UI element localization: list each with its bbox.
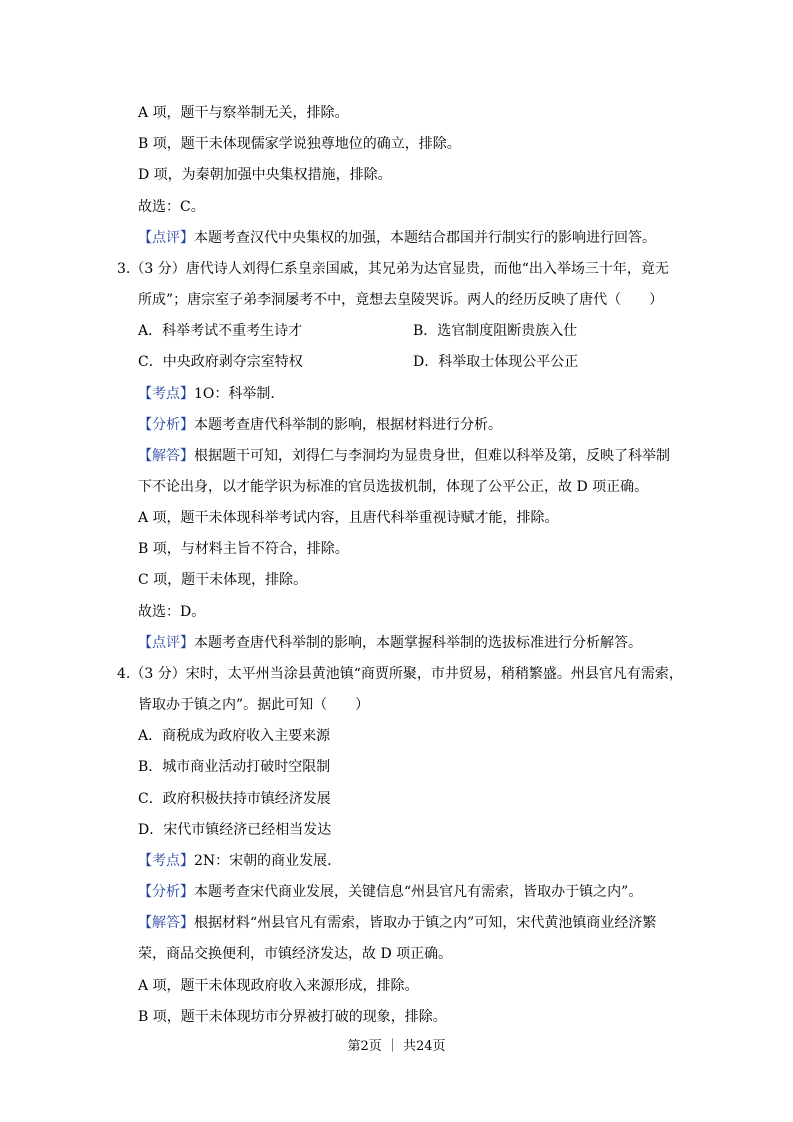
q4-jieda-line1 bbox=[138, 913, 656, 933]
q3-comment bbox=[138, 633, 642, 653]
q3-fenxi bbox=[138, 415, 502, 435]
q4-option-b-analysis: B 项，题干未体现坊市分界被打破的现象，排除。 bbox=[138, 1009, 447, 1025]
q3-option-c: C．中央政府剥夺宗室特权 bbox=[138, 354, 303, 370]
jieda-tag: 【解答】 bbox=[138, 448, 194, 464]
q3-option-a: A．科举考试不重考生诗才 bbox=[138, 323, 303, 339]
q3-option-b-analysis: B 项，与材料主旨不符合，排除。 bbox=[138, 541, 349, 557]
q3-jieda-line2: 下不论出身，以才能学识为标准的官员选拔机制，体现了公平公正，故 D 项正确。 bbox=[138, 479, 649, 495]
fenxi-tag: 【分析】 bbox=[138, 417, 194, 433]
jieda-tag: 【解答】 bbox=[138, 915, 194, 931]
kaodian-text: 2N：宋朝的商业发展． bbox=[194, 853, 342, 869]
q4-option-c: C．政府积极扶持市镇经济发展 bbox=[138, 791, 331, 807]
q2-comment bbox=[138, 228, 656, 248]
jieda-text: 根据材料“州县官凡有需索，皆取办于镇之内”可知，宋代黄池镇商业经济繁 bbox=[194, 915, 657, 931]
kaodian-text: 1O：科举制． bbox=[194, 386, 285, 402]
q3-jieda-line1 bbox=[138, 446, 670, 466]
page-footer: 第2页 ｜ 共24页 bbox=[347, 1039, 446, 1054]
q3-stem-line2: 所成”；唐宗室子弟李洞屡考不中，竟想去皇陵哭诉。两人的经历反映了唐代（ ） bbox=[138, 292, 664, 308]
q2-option-b-analysis: B 项，题干未体现儒家学说独尊地位的确立，排除。 bbox=[138, 136, 461, 152]
q4-option-d: D．宋代市镇经济已经相当发达 bbox=[138, 822, 332, 838]
q4-stem-line1: 4.（3 分）宋时，太平州当涂县黄池镇“商贾所聚，市井贸易，稍稍繁盛。州县官凡有需索， bbox=[117, 666, 683, 682]
q3-kaodian bbox=[138, 384, 284, 404]
kaodian-tag: 【考点】 bbox=[138, 386, 194, 402]
fenxi-text: 本题考查宋代商业发展，关键信息“州县官凡有需索，皆取办于镇之内”。 bbox=[194, 884, 643, 900]
fenxi-text: 本题考查唐代科举制的影响，根据材料进行分析。 bbox=[194, 417, 502, 433]
fenxi-tag: 【分析】 bbox=[138, 884, 194, 900]
q2-option-d-analysis: D 项，为秦朝加强中央集权措施，排除。 bbox=[138, 167, 392, 183]
q3-option-d: D．科举取士体现公平公正 bbox=[413, 354, 579, 370]
q4-option-a-analysis: A 项，题干未体现政府收入来源形成，排除。 bbox=[138, 978, 419, 994]
q4-stem-line2: 皆取办于镇之内”。据此可知（ ） bbox=[138, 697, 370, 713]
q4-option-b: B．城市商业活动打破时空限制 bbox=[138, 759, 331, 775]
q4-jieda-line2: 荣，商品交换便利，市镇经济发达，故 D 项正确。 bbox=[138, 946, 453, 962]
q3-stem-line1: 3.（3 分）唐代诗人刘得仁系皇亲国戚，其兄弟为达官显贵，而他“出入举场三十年，竟无 bbox=[117, 261, 669, 277]
q4-kaodian bbox=[138, 851, 341, 871]
q4-fenxi bbox=[138, 882, 642, 902]
q3-option-b: B．选官制度阻断贵族入仕 bbox=[413, 323, 578, 339]
q2-answer: 故选：C。 bbox=[138, 199, 205, 215]
q4-option-a: A．商税成为政府收入主要来源 bbox=[138, 728, 331, 744]
comment-tag: 【点评】 bbox=[138, 635, 194, 651]
kaodian-tag: 【考点】 bbox=[138, 853, 194, 869]
comment-text: 本题考查唐代科举制的影响，本题掌握科举制的选拔标准进行分析解答。 bbox=[194, 635, 642, 651]
q2-option-a-analysis: A 项，题干与察举制无关，排除。 bbox=[138, 105, 349, 121]
jieda-text: 根据题干可知，刘得仁与李洞均为显贵身世，但难以科举及第，反映了科举制 bbox=[194, 448, 670, 464]
q3-answer: 故选：D。 bbox=[138, 604, 206, 620]
q3-option-c-analysis: C 项，题干未体现，排除。 bbox=[138, 572, 308, 588]
comment-text: 本题考查汉代中央集权的加强，本题结合郡国并行制实行的影响进行回答。 bbox=[194, 230, 656, 246]
comment-tag: 【点评】 bbox=[138, 230, 194, 246]
q3-option-a-analysis: A 项，题干未体现科举考试内容，且唐代科举重视诗赋才能，排除。 bbox=[138, 510, 559, 526]
